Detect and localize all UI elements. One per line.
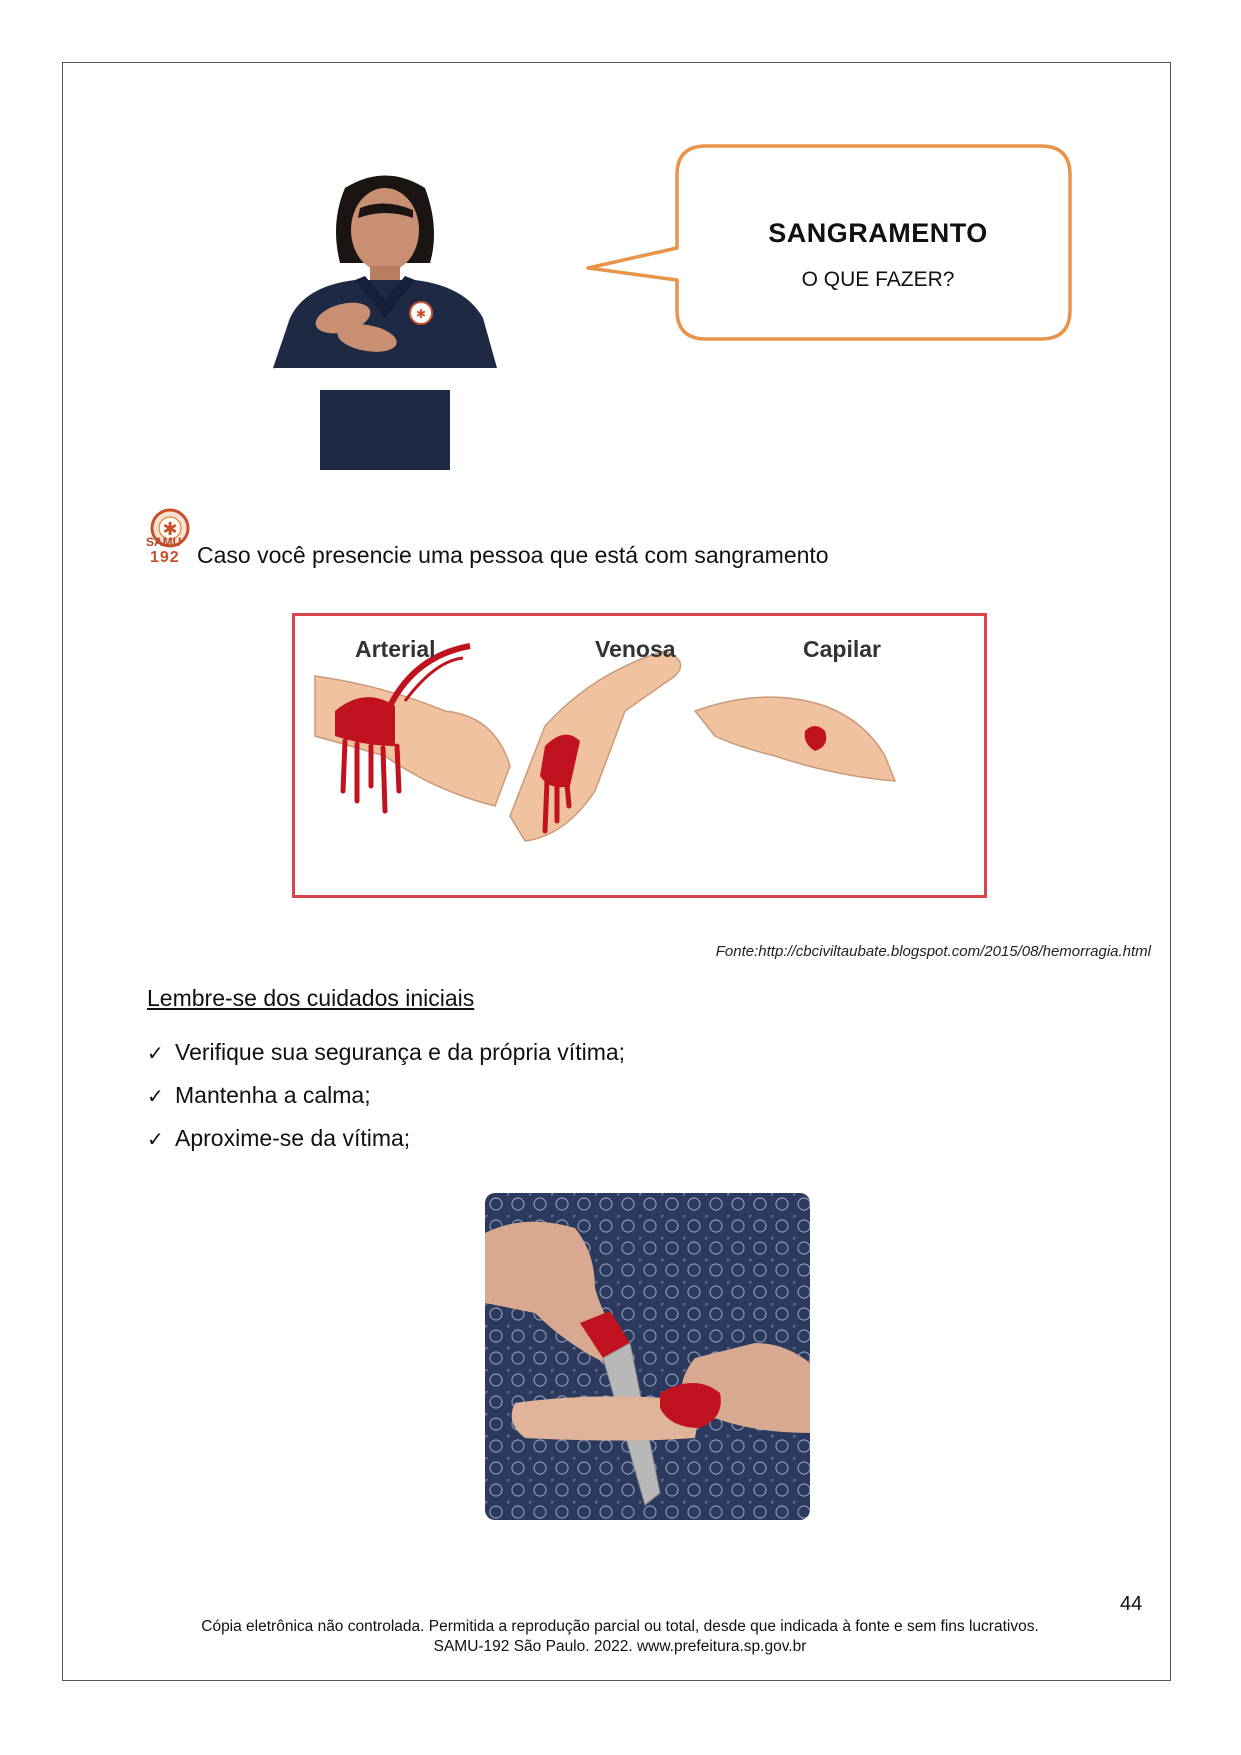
page-number: 44 [1120, 1593, 1143, 1615]
list-item: ✓ Aproxime-se da vítima; [147, 1123, 625, 1166]
knife-cut-photo [485, 1193, 810, 1520]
intro-text: Caso você presencie uma pessoa que está com sangramento [197, 542, 829, 568]
bubble-subtitle: O QUE FAZER? [801, 268, 955, 291]
image-source: Fonte:http://cbciviltaubate.blogspot.com/2015/08/hemorragia.html [715, 943, 1151, 960]
label-arterial: Arterial [355, 636, 436, 662]
bleeding-types-figure [292, 613, 987, 898]
checkmark-icon: ✓ [147, 1043, 164, 1065]
bubble-title: SANGRAMENTO [768, 218, 988, 248]
samu-logo-number: 192 [150, 549, 180, 566]
svg-text:✱: ✱ [415, 307, 427, 321]
checkmark-icon: ✓ [147, 1086, 164, 1108]
list-item: ✓ Verifique sua segurança e da própria vítima; [147, 1037, 625, 1080]
samu-logo-text: SAMU [146, 535, 182, 549]
checkmark-icon: ✓ [147, 1129, 164, 1151]
list-item: ✓ Mantenha a calma; [147, 1080, 625, 1123]
svg-text:✱: ✱ [162, 519, 178, 540]
footer-credit: SAMU-192 São Paulo. 2022. www.prefeitura.sp.gov.br [433, 1638, 807, 1655]
label-capilar: Capilar [803, 636, 881, 662]
presenter-figure [235, 168, 535, 470]
label-venosa: Venosa [595, 636, 676, 662]
footer-notice: Cópia eletrônica não controlada. Permitida a reprodução parcial ou total, desde que indicada à fonte e sem fins lucrativos. [201, 1618, 1039, 1635]
care-heading: Lembre-se dos cuidados iniciais [147, 985, 475, 1011]
care-checklist [147, 1037, 625, 1166]
